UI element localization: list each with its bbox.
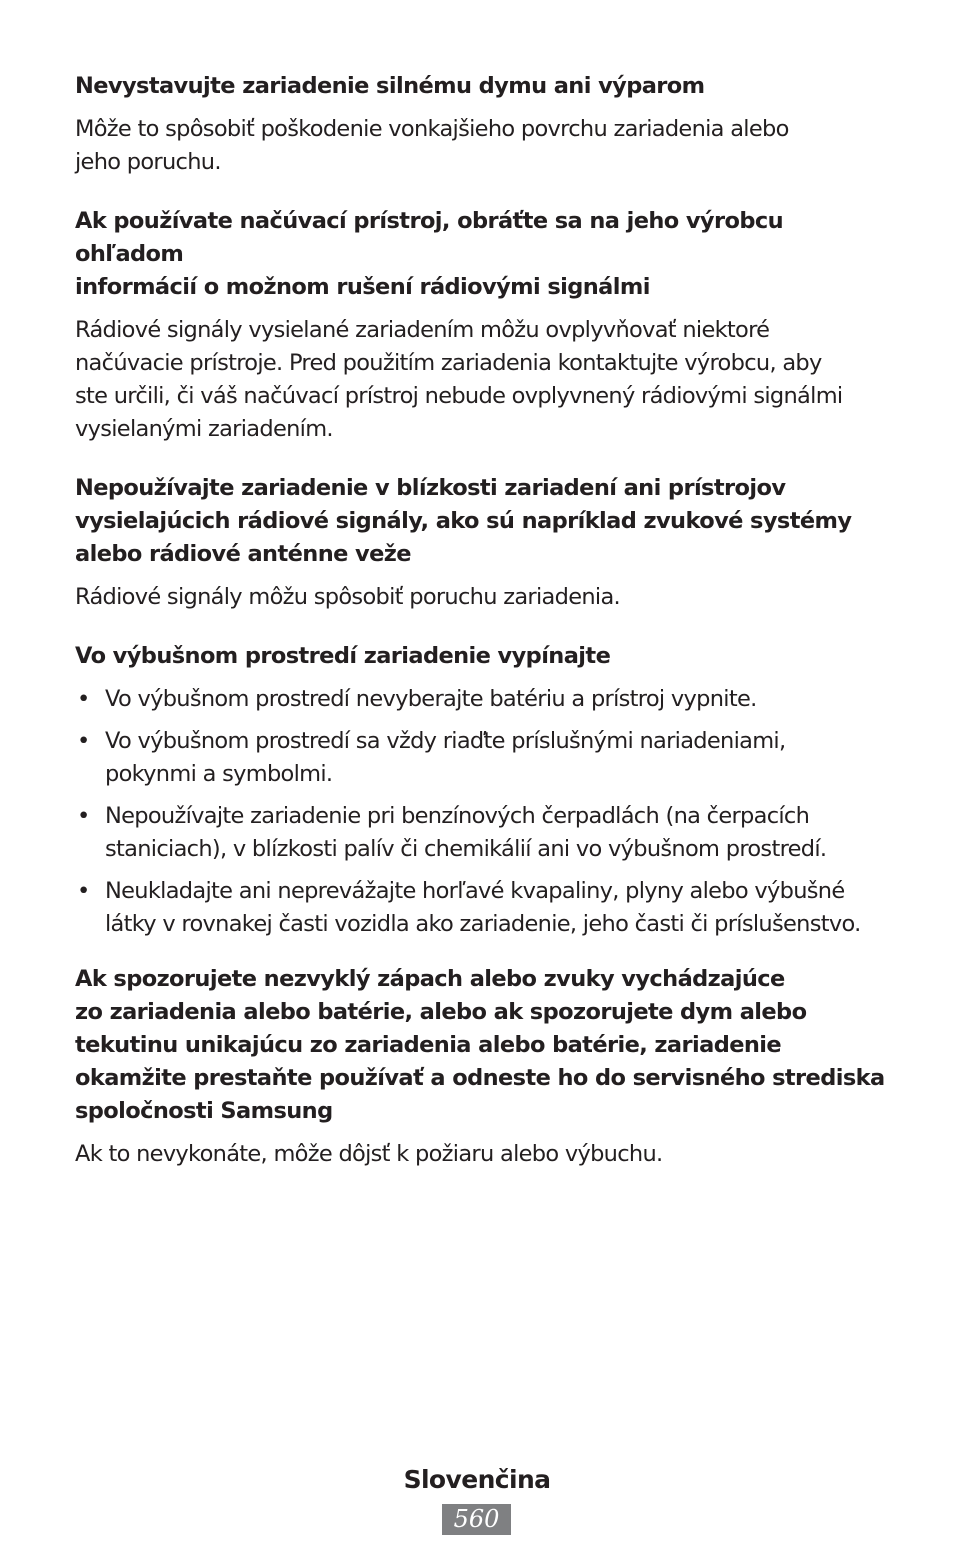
bullet-icon: •	[77, 728, 90, 754]
section-heading: Ak používate načúvací prístroj, obráťte sa na jeho výrobcu ohľadom informácií o možnom rušení rádiovými signálmi	[75, 208, 784, 300]
section-explosive	[75, 640, 895, 941]
page-number: 560	[442, 1504, 511, 1535]
list-item: • Vo výbušnom prostredí nevyberajte batériu a prístroj vypnite.	[75, 683, 895, 716]
section-unusual-smell	[75, 963, 895, 1171]
list-item: • Nepoužívajte zariadenie pri benzínových čerpadlách (na čerpacích staniciach), v blízkosti palív či chemikálií ani vo výbušnom prostredí.	[75, 800, 895, 866]
section-heading: Vo výbušnom prostredí zariadenie vypínajte	[75, 643, 611, 669]
footer-language: Slovenčina	[403, 1465, 551, 1494]
section-heading: Nevystavujte zariadenie silnému dymu ani výparom	[75, 73, 705, 99]
section-radio-devices	[75, 472, 895, 614]
section-heading: Ak spozorujete nezvyklý zápach alebo zvuky vychádzajúce zo zariadenia alebo batérie, alebo ak spozorujete dym alebo tekutinu unikajúcu zo zariadenia alebo batérie, zariadenie okamžite prestaňte používať a odneste ho do servisného strediska spoločnosti Samsung	[75, 966, 885, 1124]
section-heading: Nepoužívajte zariadenie v blízkosti zariadení ani prístrojov vysielajúcich rádiové signály, ako sú napríklad zvukové systémy alebo rádiové anténne veže	[75, 475, 852, 567]
section-hearing-aid	[75, 205, 895, 446]
section-body: Ak to nevykonáte, môže dôjsť k požiaru alebo výbuchu.	[75, 1141, 663, 1167]
bullet-icon: •	[77, 803, 90, 829]
list-item: • Vo výbušnom prostredí sa vždy riaďte príslušnými nariadeniami, pokynmi a symbolmi.	[75, 725, 895, 791]
bullet-icon: •	[77, 878, 90, 904]
list-item: • Neukladajte ani neprevážajte horľavé kvapaliny, plyny alebo výbušné látky v rovnakej časti vozidla ako zariadenie, jeho časti či príslušenstvo.	[75, 875, 895, 941]
section-smoke	[75, 70, 895, 179]
bullet-list	[75, 683, 895, 941]
section-body: Rádiové signály vysielané zariadením môžu ovplyvňovať niektoré načúvacie prístroje. Pred použitím zariadenia kontaktujte výrobcu, aby ste určili, či váš načúvací prístroj nebude ovplyvnený rádiovými signálmi vysielanými zariadením.	[75, 317, 843, 442]
document-content	[75, 70, 895, 1193]
section-body: Rádiové signály môžu spôsobiť poruchu zariadenia.	[75, 584, 620, 610]
bullet-icon: •	[77, 686, 90, 712]
section-body: Môže to spôsobiť poškodenie vonkajšieho povrchu zariadenia alebo jeho poruchu.	[75, 116, 789, 175]
